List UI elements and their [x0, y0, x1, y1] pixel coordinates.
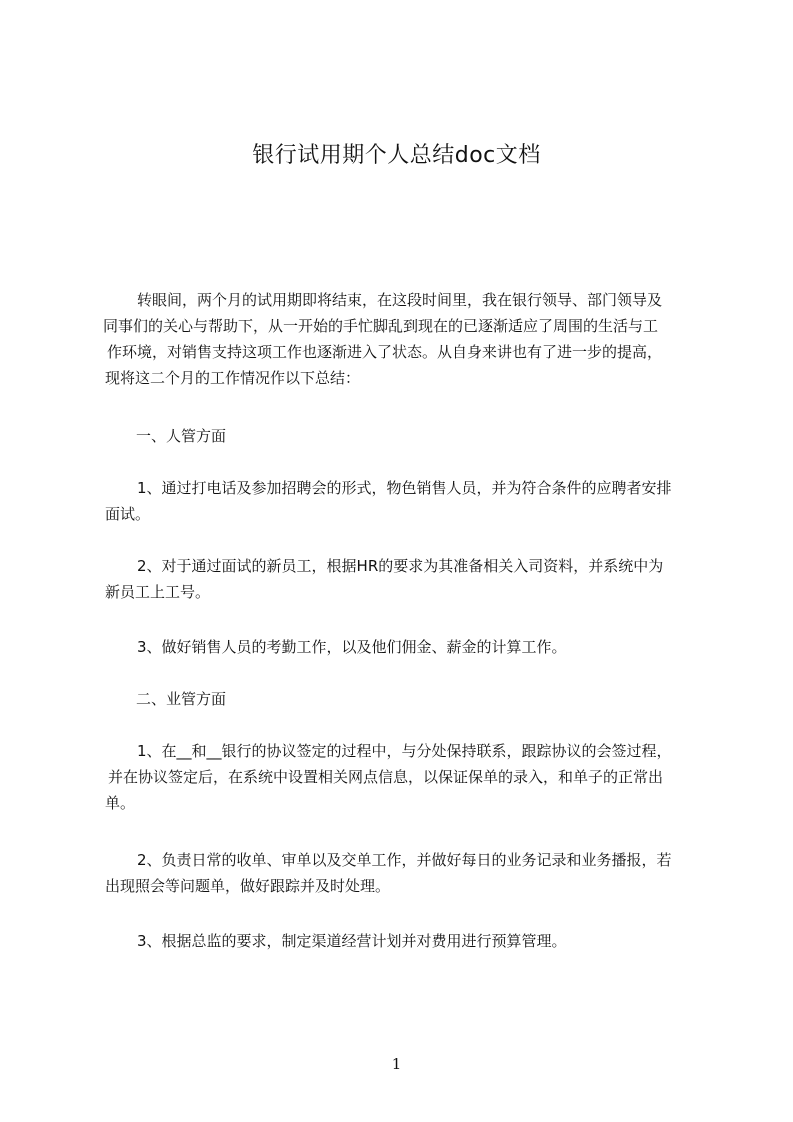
section2-item1-line-2: 并在协议签定后，在系统中设置相关网点信息，以保证保单的录入，和单子的正常出: [108, 768, 664, 786]
intro-line-4: 现将这二个月的工作情况作以下总结：: [105, 369, 361, 387]
intro-line-1: 转眼间，两个月的试用期即将结束，在这段时间里，我在银行领导、部门领导及: [137, 291, 663, 309]
intro-line-2: 同事们的关心与帮助下，从一开始的手忙脚乱到现在的已逐渐适应了周围的生活与工: [103, 317, 659, 335]
document-title: 银行试用期个人总结doc文档: [252, 143, 541, 168]
section2-item2-line-2: 出现照会等问题单，做好跟踪并及时处理。: [105, 877, 391, 895]
section2-item2: [105, 847, 705, 899]
section1-item2: [105, 553, 705, 605]
section2-item1: [105, 738, 705, 816]
intro-line-3: 作环境，对销售支持这项工作也逐渐进入了状态。从自身来讲也有了进一步的提高，: [107, 343, 663, 361]
section2-item1-line-3: 单。: [105, 794, 136, 812]
section1-heading: 一、人管方面: [136, 427, 227, 445]
section2-item3-line-1: 3、根据总监的要求，制定渠道经营计划并对费用进行预算管理。: [137, 932, 567, 950]
intro-paragraph: [105, 287, 705, 391]
section1-item2-line-2: 新员工上工号。: [105, 583, 211, 601]
section1-item1-line-1: 1、通过打电话及参加招聘会的形式，物色销售人员，并为符合条件的应聘者安排: [137, 479, 672, 497]
section2-item3: [137, 928, 737, 954]
section1-item3: [137, 634, 737, 660]
section2-item1-line-1: 1、在__和__银行的协议签定的过程中，与分处保持联系，跟踪协议的会签过程，: [137, 742, 672, 760]
section2-item2-line-1: 2、负责日常的收单、审单以及交单工作，并做好每日的业务记录和业务播报，若: [137, 851, 672, 869]
section2-heading: 二、业管方面: [136, 690, 227, 708]
section1-item2-line-1: 2、对于通过面试的新员工，根据HR的要求为其准备相关入司资料，并系统中为: [137, 557, 664, 575]
section1-item3-line-1: 3、做好销售人员的考勤工作，以及他们佣金、薪金的计算工作。: [137, 638, 567, 656]
section1-item1-line-2: 面试。: [105, 505, 151, 523]
page-number: 1: [391, 1055, 402, 1073]
section1-item1: [105, 475, 705, 527]
